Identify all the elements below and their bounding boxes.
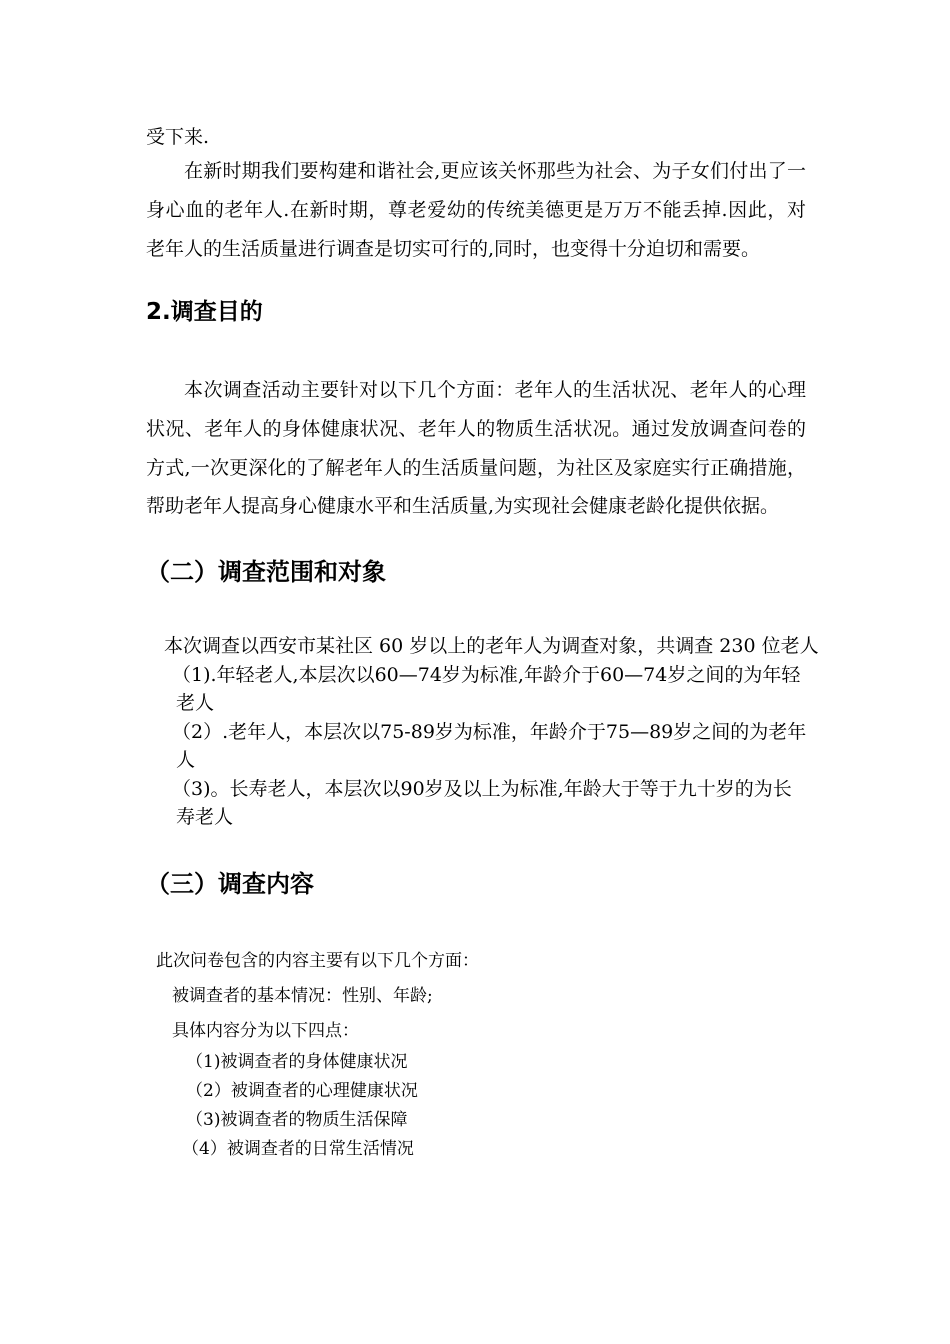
section-heading-purpose: 2.调查目的	[146, 299, 263, 325]
content-intro: 此次问卷包含的内容主要有以下几个方面：	[156, 951, 479, 971]
scope-item-line: （2）.老年人，本层次以75-89岁为标准，年龄介于75—89岁之间的为老年	[172, 721, 807, 743]
scope-item-line: （3)。长寿老人，本层次以90岁及以上为标准,年龄大于等于九十岁的为长	[172, 778, 792, 800]
scope-item-line: （1).年轻老人,本层次以60—74岁为标准,年龄介于60—74岁之间的为年轻	[172, 664, 801, 686]
content-basic-info: 被调查者的基本情况：性别、年龄;	[172, 986, 433, 1006]
purpose-paragraph-line: 方式,一次更深化的了解老年人的生活质量问题，为社区及家庭实行正确措施，	[146, 457, 806, 479]
intro-paragraph-line: 老年人的生活质量进行调查是切实可行的,同时，也变得十分迫切和需要。	[146, 238, 761, 260]
intro-paragraph-line: 身心血的老年人.在新时期，尊老爱幼的传统美德更是万万不能丢掉.因此，对	[146, 199, 806, 221]
content-point: （3)被调查者的物质生活保障	[186, 1110, 408, 1130]
section-heading-scope: （二）调查范围和对象	[146, 558, 386, 586]
section-heading-content: （三）调查内容	[146, 870, 314, 898]
intro-paragraph-line: 在新时期我们要构建和谐社会,更应该关怀那些为社会、为子女们付出了一	[184, 160, 806, 182]
scope-item-line: 寿老人	[176, 806, 234, 828]
content-point: （1)被调查者的身体健康状况	[186, 1052, 408, 1072]
content-point: （4）被调查者的日常生活情况	[182, 1139, 414, 1159]
scope-item-line: 人	[176, 749, 196, 771]
content-point: （2）被调查者的心理健康状况	[186, 1081, 418, 1101]
purpose-paragraph-line: 状况、老年人的身体健康状况、老年人的物质生活状况。通过发放调查问卷的	[146, 418, 806, 440]
continued-line: 受下来.	[146, 126, 210, 148]
purpose-paragraph-line: 帮助老年人提高身心健康水平和生活质量,为实现社会健康老龄化提供依据。	[146, 495, 780, 517]
purpose-paragraph-line: 本次调查活动主要针对以下几个方面：老年人的生活状况、老年人的心理	[184, 379, 806, 401]
scope-intro: 本次调查以西安市某社区 60 岁以上的老年人为调查对象，共调查 230 位老人	[164, 635, 819, 657]
content-detail-intro: 具体内容分为以下四点：	[172, 1021, 359, 1041]
scope-item-line: 老人	[176, 692, 215, 714]
